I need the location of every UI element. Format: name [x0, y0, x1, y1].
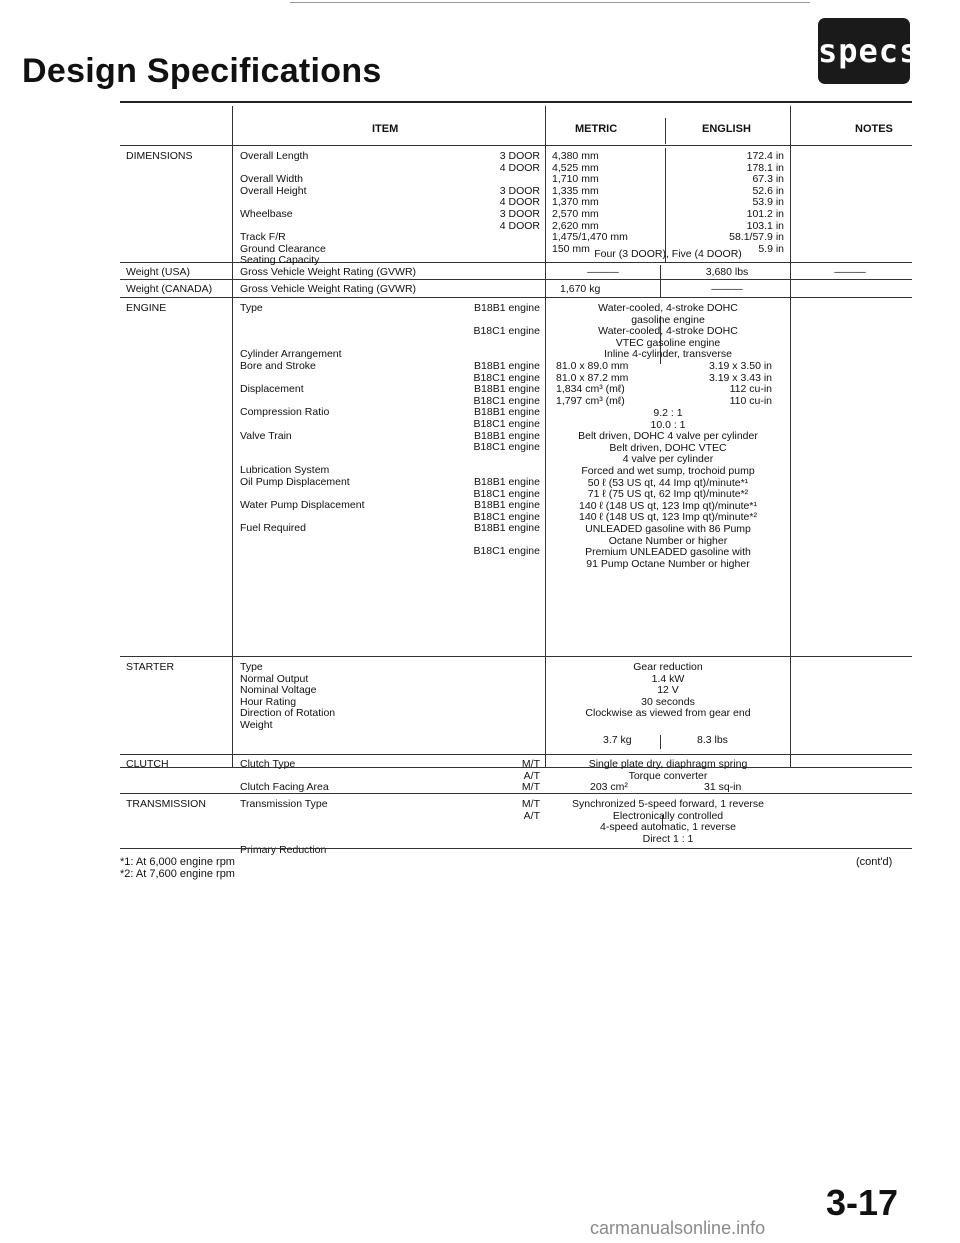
- section-dimensions: DIMENSIONS: [126, 150, 193, 162]
- dimensions-variants: 3 DOOR 4 DOOR 3 DOOR 4 DOOR 3 DOOR 4 DOOR: [499, 150, 540, 232]
- header-english: ENGLISH: [702, 123, 751, 135]
- footnotes: *1: At 6,000 engine rpm *2: At 7,600 engine rpm: [120, 856, 235, 880]
- section-weight-usa: Weight (USA): [126, 266, 190, 278]
- clutch-spec: Single plate dry, diaphragm spring Torque converter: [588, 758, 748, 782]
- weight-usa-notes: ———: [834, 266, 866, 278]
- transmission-variants: M/T A/T: [521, 798, 540, 822]
- title-rule: [120, 101, 912, 103]
- engine-bore-metric: 81.0 x 89.0 mm 81.0 x 87.2 mm 1,834 cm³ (mℓ) 1,797 cm³ (mℓ): [556, 360, 629, 407]
- dimensions-english: 172.4 in 178.1 in 67.3 in 52.6 in 53.9 in 101.2 in 103.1 in 58.1/57.9 in 5.9 in: [729, 150, 784, 255]
- clutch-area-metric: 203 cm²: [590, 781, 628, 793]
- clutch-area-english: 31 sq-in: [704, 781, 742, 793]
- engine-bore-english: 3.19 x 3.50 in 3.19 x 3.43 in 112 cu-in 110 cu-in: [708, 360, 772, 407]
- starter-weight-metric: 3.7 kg: [603, 734, 632, 746]
- scan-edge-line: [290, 2, 810, 3]
- grid-line: [120, 262, 912, 263]
- starter-items: Type Normal Output Nominal Voltage Hour Rating Direction of Rotation Weight: [240, 661, 336, 731]
- weight-usa-english: 3,680 lbs: [705, 266, 749, 278]
- header-item: ITEM: [372, 123, 399, 135]
- grid-line: [120, 754, 912, 755]
- weight-usa-metric: ———: [587, 266, 619, 278]
- starter-weight-english: 8.3 lbs: [697, 734, 728, 746]
- grid-line: [120, 145, 912, 146]
- page-number: 3-17: [826, 1182, 899, 1223]
- section-transmission: TRANSMISSION: [126, 798, 206, 810]
- grid-line: [660, 265, 661, 297]
- weight-canada-metric: 1,670 kg: [560, 283, 601, 295]
- grid-line: [790, 106, 791, 768]
- page-title: Design Specifications: [22, 52, 382, 90]
- grid-line: [232, 106, 233, 768]
- engine-spec-top: Water-cooled, 4-stroke DOHC gasoline engine Water-cooled, 4-stroke DOHC VTEC gasoline engine Inline 4-cylinder, transverse: [598, 302, 738, 361]
- grid-line: [660, 735, 661, 749]
- engine-variants: B18B1 engine B18C1 engine B18B1 engine B18C1 engine B18B1 engine B18C1 engine B18B1 engine B18C1 engine B18B1 engine B18C1 engine B18B1 engine B18C1 engine B18B1 engine B18C1 engine B18B1 engine B18C1 engine: [473, 302, 540, 558]
- engine-spec-bottom: 9.2 : 1 10.0 : 1 Belt driven, DOHC 4 valve per cylinder Belt driven, DOHC VTEC 4 valve per cylinder Forced and wet sump, trochoid pump 50 ℓ (53 US qt, 44 Imp qt)/minute*¹ 71 ℓ (75 US qt, 62 Imp qt)/minute*² 140 ℓ (148 US qt, 123 Imp qt)/minute*¹ 140 ℓ (148 US qt, 123 Imp qt)/minute*² UNLEADED gasoline with 86 Pump Octane Number or higher Premium UNLEADED gasoline with 91 Pump Octane Number or higher: [578, 407, 758, 570]
- specs-badge: specs: [818, 18, 910, 84]
- clutch-items: Clutch Type Clutch Facing Area: [240, 758, 329, 794]
- grid-line: [120, 297, 912, 298]
- header-metric: METRIC: [575, 123, 618, 135]
- watermark: carmanualsonline.info: [590, 1218, 766, 1238]
- transmission-items: Transmission Type Primary Reduction: [240, 798, 328, 857]
- weight-usa-item: Gross Vehicle Weight Rating (GVWR): [240, 266, 417, 278]
- weight-canada-english: ———: [711, 283, 743, 295]
- dimensions-seating: Four (3 DOOR), Five (4 DOOR): [594, 248, 742, 260]
- section-engine: ENGINE: [126, 302, 167, 314]
- grid-line: [665, 148, 666, 262]
- section-weight-canada: Weight (CANADA): [126, 283, 213, 295]
- section-clutch: CLUTCH: [126, 758, 169, 770]
- grid-line: [120, 656, 912, 657]
- starter-spec: Gear reduction 1.4 kW 12 V 30 seconds Clockwise as viewed from gear end: [585, 661, 751, 720]
- transmission-spec: Synchronized 5-speed forward, 1 reverse Electronically controlled 4-speed automatic, 1 reverse Direct 1 : 1: [571, 798, 764, 845]
- grid-line: [120, 279, 912, 280]
- section-starter: STARTER: [126, 661, 175, 673]
- grid-line: [545, 106, 546, 768]
- grid-line: [665, 118, 666, 144]
- header-notes: NOTES: [855, 123, 893, 135]
- dimensions-items: Overall Length Overall Width Overall Height Wheelbase Track F/R Ground Clearance Seating Capacity: [240, 150, 326, 267]
- dimensions-metric: 4,380 mm 4,525 mm 1,710 mm 1,335 mm 1,370 mm 2,570 mm 2,620 mm 1,475/1,470 mm 150 mm: [552, 150, 628, 255]
- grid-line: [120, 848, 912, 849]
- continued-note: (cont'd): [856, 856, 893, 868]
- engine-items: Type Cylinder Arrangement Bore and Stroke Displacement Compression Ratio Valve Train Lubrication System Oil Pump Displacement Water Pump Displacement Fuel Required: [240, 302, 365, 535]
- weight-canada-item: Gross Vehicle Weight Rating (GVWR): [240, 283, 417, 295]
- clutch-variants: M/T A/T M/T: [521, 758, 540, 794]
